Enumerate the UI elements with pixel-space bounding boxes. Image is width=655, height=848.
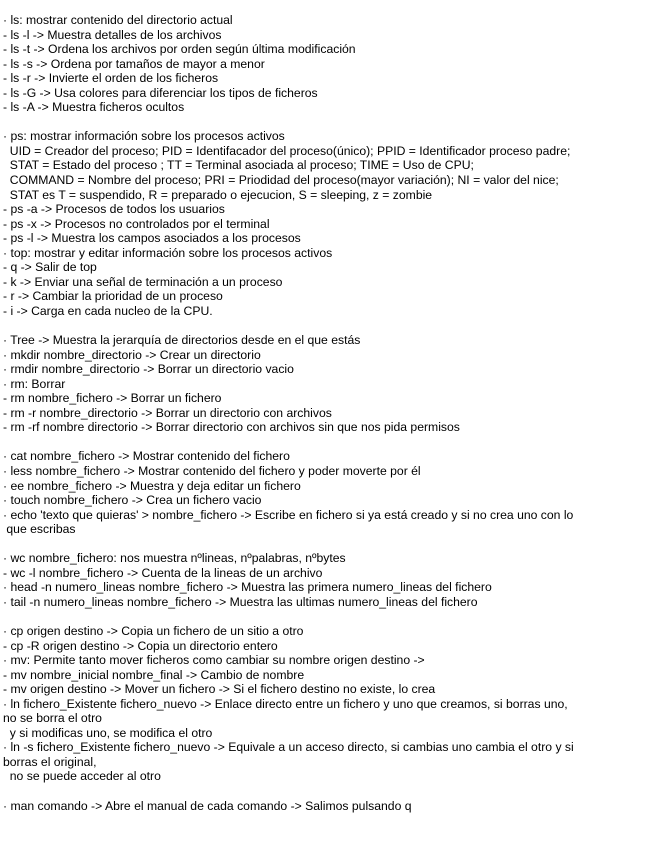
section-gap <box>3 435 651 450</box>
section-copy-move <box>3 624 651 784</box>
section-files <box>3 449 651 536</box>
section-manual <box>3 799 651 814</box>
text-line: · head -n numero_lineas nombre_fichero -> Muestra las primera numero_lineas del fichero <box>3 580 492 595</box>
text-line: · ls: mostrar contenido del directorio actual <box>3 13 233 27</box>
section-gap <box>3 318 651 333</box>
text-line: - mv nombre_inicial nombre_final -> Cambio de nombre <box>3 667 305 682</box>
text-line: UID = Creador del proceso; PID = Identifacador del proceso(único); PPID = Identificador proceso padre; <box>3 143 571 158</box>
text-line: · ps: mostrar información sobre los procesos activos <box>3 129 285 144</box>
text-line: · ln fichero_Existente fichero_nuevo -> Enlace directo entre un fichero y uno que creamos, si borras uno, <box>3 696 568 711</box>
text-line: - k -> Enviar una señal de terminación a un proceso <box>3 274 283 289</box>
text-line: · mv: Permite tanto mover ficheros como cambiar su nombre origen destino -> <box>3 653 425 668</box>
text-line: · wc nombre_fichero: nos muestra nºlineas, nºpalabras, nºbytes <box>3 551 346 566</box>
text-line: - ls -G -> Usa colores para diferenciar los tipos de ficheros <box>3 85 318 100</box>
text-line: - ls -l -> Muestra detalles de los archivos <box>3 27 222 42</box>
text-line: STAT = Estado del proceso ; TT = Terminal asociada al proceso; TIME = Uso de CPU; <box>3 158 474 173</box>
text-line: · top: mostrar y editar información sobre los procesos activos <box>3 245 333 260</box>
section-gap <box>3 784 651 799</box>
text-line: - ps -l -> Muestra los campos asociados a los procesos <box>3 231 301 246</box>
text-line: - rm nombre_fichero -> Borrar un fichero <box>3 391 222 406</box>
text-line: - wc -l nombre_fichero -> Cuenta de la lineas de un archivo <box>3 565 323 580</box>
text-line: borras el original, <box>3 754 97 769</box>
section-processes <box>3 129 651 318</box>
text-line: · mkdir nombre_directorio -> Crear un directorio <box>3 347 261 362</box>
text-line: - rm -r nombre_directorio -> Borrar un directorio con archivos <box>3 405 332 420</box>
text-line: y si modificas uno, se modifica el otro <box>3 725 213 740</box>
text-line: · ee nombre_fichero -> Muestra y deja editar un fichero <box>3 478 301 493</box>
text-line: · man comando -> Abre el manual de cada comando -> Salimos pulsando q <box>3 798 412 813</box>
section-counting <box>3 551 651 609</box>
text-line: no se borra el otro <box>3 711 102 726</box>
section-ls <box>3 13 651 115</box>
text-line: · ln -s fichero_Existente fichero_nuevo -> Equivale a un acceso directo, si cambias uno cambia el otro y si <box>3 740 574 755</box>
text-line: · rmdir nombre_directorio -> Borrar un directorio vacio <box>3 362 294 377</box>
text-line: · touch nombre_fichero -> Crea un fichero vacio <box>3 493 262 508</box>
text-line: COMMAND = Nombre del proceso; PRI = Priodidad del proceso(mayor variación); NI = valor del nice; <box>3 173 559 188</box>
text-line: - ls -t -> Ordena los archivos por orden según última modificación <box>3 42 356 57</box>
section-gap <box>3 609 651 624</box>
text-line: · less nombre_fichero -> Mostrar contenido del fichero y poder moverte por él <box>3 463 421 478</box>
text-line: no se puede acceder al otro <box>3 769 161 784</box>
text-line: - ps -x -> Procesos no controlados por el terminal <box>3 216 270 231</box>
text-line: · tail -n numero_lineas nombre_fichero -> Muestra las ultimas numero_lineas del fichero <box>3 594 478 609</box>
text-line: - cp -R origen destino -> Copia un directorio entero <box>3 638 278 653</box>
section-gap <box>3 537 651 552</box>
text-line: STAT es T = suspendido, R = preparado o ejecucion, S = sleeping, z = zombie <box>3 187 433 202</box>
document-body <box>3 13 651 813</box>
text-line: - i -> Carga en cada nucleo de la CPU. <box>3 303 213 318</box>
section-gap <box>3 115 651 130</box>
text-line: - ls -r -> Invierte el orden de los ficheros <box>3 71 219 86</box>
text-line: - ls -s -> Ordena por tamaños de mayor a menor <box>3 56 265 71</box>
section-directories <box>3 333 651 435</box>
text-line: que escribas <box>3 522 76 537</box>
text-line: - q -> Salir de top <box>3 260 97 275</box>
text-line: - ps -a -> Procesos de todos los usuarios <box>3 202 225 217</box>
text-line: - r -> Cambiar la prioridad de un proceso <box>3 289 223 304</box>
text-line: · cat nombre_fichero -> Mostrar contenido del fichero <box>3 449 290 464</box>
text-line: · echo 'texto que quieras' > nombre_fichero -> Escribe en fichero si ya está creado y si no crea uno con lo <box>3 507 574 522</box>
text-line: - ls -A -> Muestra ficheros ocultos <box>3 100 185 115</box>
text-line: - rm -rf nombre directorio -> Borrar directorio con archivos sin que nos pida permisos <box>3 420 460 435</box>
text-line: · rm: Borrar <box>3 376 66 391</box>
text-line: · Tree -> Muestra la jerarquía de directorios desde en el que estás <box>3 333 361 348</box>
text-line: - mv origen destino -> Mover un fichero -> Si el fichero destino no existe, lo crea <box>3 682 436 697</box>
text-line: · cp origen destino -> Copia un fichero de un sitio a otro <box>3 623 304 638</box>
